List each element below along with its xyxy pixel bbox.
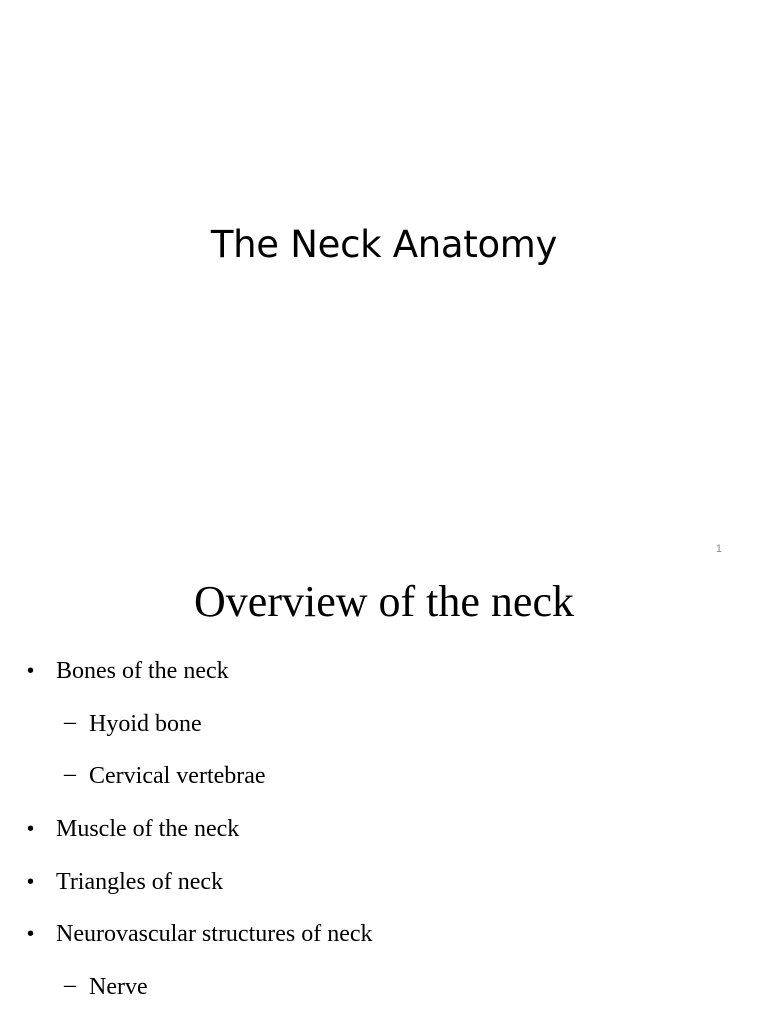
- bullet-text: Cervical vertebrae: [89, 763, 266, 789]
- slide-2: [0, 566, 768, 1024]
- sub-bullet-marker: –: [64, 709, 76, 735]
- bullet-text: Neurovascular structures of neck: [56, 921, 373, 947]
- bullet-text: Nerve: [89, 974, 148, 1000]
- slide-title: The Neck Anatomy: [210, 223, 558, 266]
- slide-page-number: 1: [715, 543, 722, 555]
- sub-bullet-marker: –: [64, 972, 76, 998]
- bullet-text: Muscle of the neck: [56, 816, 240, 842]
- bullet-marker: •: [27, 818, 35, 840]
- bullet-marker: •: [27, 923, 35, 945]
- bullet-marker: •: [27, 660, 35, 682]
- slide-title: Overview of the neck: [194, 577, 574, 626]
- bullet-text: Hyoid bone: [89, 711, 202, 737]
- bullet-marker: •: [27, 871, 35, 893]
- bullet-text: Triangles of neck: [56, 869, 224, 895]
- sub-bullet-marker: –: [64, 761, 76, 787]
- bullet-text: Bones of the neck: [56, 658, 229, 684]
